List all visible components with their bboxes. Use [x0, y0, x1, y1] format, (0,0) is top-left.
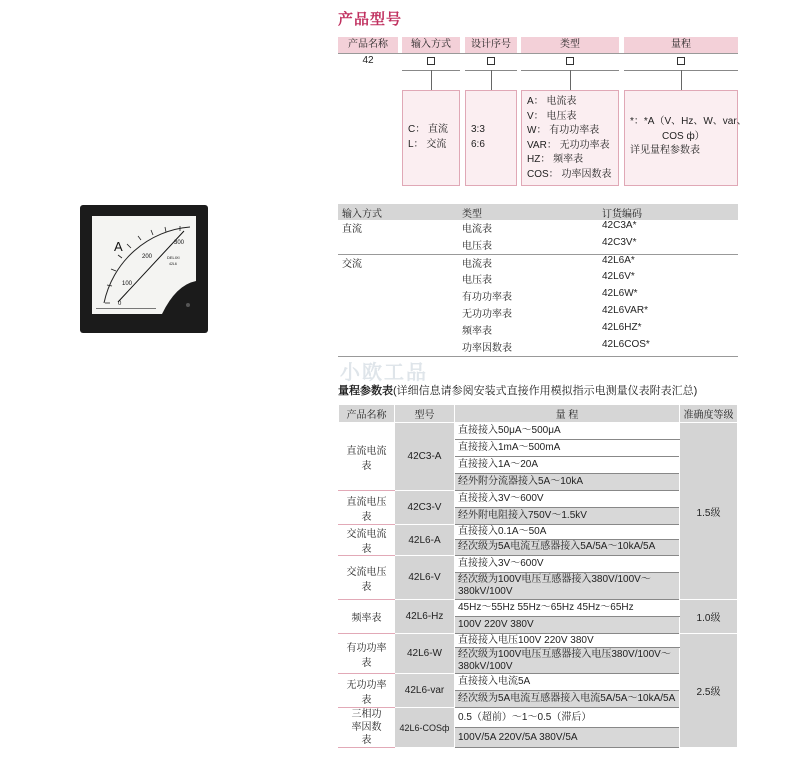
table-row: [339, 423, 738, 440]
table-row: [339, 491, 738, 508]
code-connector: [431, 70, 432, 90]
order-cell: [338, 288, 458, 305]
code-head-design: 设计序号: [465, 37, 517, 53]
order-cell: [338, 305, 458, 322]
param-name: 无功功率表: [339, 674, 395, 708]
param-range: 经外附电阻接入750V～1.5kV: [455, 508, 680, 525]
table-row: [339, 600, 738, 617]
order-table-header: [338, 204, 738, 220]
param-name: 交流电压表: [339, 556, 395, 600]
order-cell: 42L6W*: [602, 288, 638, 299]
param-range: 经次级为100V电压互感器接入电压380V/100V～380kV/100V: [455, 648, 680, 674]
code-input-box: [402, 54, 460, 68]
table-row: [338, 220, 738, 237]
table-row: [339, 525, 738, 540]
param-accuracy: 1.0级: [680, 600, 738, 634]
meter-brand: DELIXI: [167, 255, 180, 260]
order-cell: 42L6V*: [602, 271, 635, 282]
input-desc-line: L： 交流: [408, 138, 447, 150]
meter-scale-0: 0: [118, 301, 122, 307]
params-head-accuracy: 准确度等级: [680, 405, 738, 423]
order-cell: 42C3V*: [598, 237, 738, 254]
type-desc-line: HZ： 频率表: [527, 154, 584, 165]
table-row: [338, 271, 738, 288]
params-table-header: [339, 405, 738, 423]
param-range: 100V/5A 220V/5A 380V/5A: [455, 728, 680, 748]
code-connector: [570, 70, 571, 90]
table-row: [338, 288, 738, 305]
table-row: [338, 305, 738, 322]
order-cell: [338, 339, 458, 356]
meter-base-line: [96, 308, 156, 309]
design-desc-line: 3:3: [471, 124, 485, 135]
param-range: 0.5（超前）～1～0.5（滞后）: [455, 708, 680, 728]
param-model: 42L6-V: [395, 556, 455, 600]
meter-scale-100: 100: [122, 281, 133, 287]
order-cell: 电流表: [462, 258, 492, 270]
design-desc-line: 6:6: [471, 138, 485, 150]
meter-model: 42L6: [169, 262, 177, 266]
range-desc-line: *：*A（V、Hz、W、var、: [630, 116, 747, 127]
type-desc-line: VAR： 无功功率表: [527, 139, 610, 151]
order-cell: 频率表: [462, 326, 492, 337]
param-range: 直接接入3V～600V: [455, 491, 680, 508]
table-row: [339, 556, 738, 573]
param-name: 频率表: [339, 600, 395, 634]
range-desc-line: COS ф）: [662, 130, 705, 142]
order-cell: 交流: [342, 258, 362, 270]
range-desc-line: 详见量程参数表: [630, 145, 700, 156]
param-range: 直接接入0.1A～50A: [455, 525, 680, 540]
param-accuracy: 2.5级: [680, 634, 738, 748]
param-range: 直接接入3V～600V: [455, 556, 680, 573]
table-row: [339, 674, 738, 691]
param-name: 交流电流表: [339, 525, 395, 556]
order-cell: [338, 237, 458, 254]
params-head-name: 产品名称: [339, 405, 395, 423]
order-cell: [338, 271, 458, 288]
param-model: 42L6-var: [395, 674, 455, 708]
order-head-code: 订货编码: [598, 204, 738, 220]
order-cell: 42C3A*: [602, 220, 637, 231]
param-range: 直接接入电流5A: [455, 674, 680, 691]
table-row: [338, 237, 738, 254]
meter-adjust-screw: [186, 303, 190, 307]
type-desc-line: W： 有功功率表: [527, 125, 600, 136]
param-range: 45Hz～55Hz 55Hz～65Hz 45Hz～65Hz: [455, 600, 680, 617]
param-range: 经次级为100V电压互感器接入380V/100V～380kV/100V: [455, 573, 680, 600]
table-row: [339, 708, 738, 728]
params-title-text: 量程参数表: [338, 385, 393, 397]
code-range-box: [624, 54, 738, 68]
code-head-range: 量程: [624, 37, 738, 53]
order-head-input: 输入方式: [338, 204, 458, 220]
order-cell: 42L6VAR*: [602, 305, 648, 316]
order-cell: 电流表: [462, 224, 492, 235]
order-cell: 42L6COS*: [598, 339, 738, 356]
param-range: 经次级为5A电流互感器接入电流5A/5A～10kA/5A: [455, 691, 680, 708]
order-cell: 42L6A*: [602, 254, 635, 266]
param-range: 直接接入1A～20A: [455, 457, 680, 474]
table-row: [338, 339, 738, 356]
order-cell: 功率因数表: [458, 339, 598, 356]
code-head-type: 类型: [521, 37, 619, 53]
param-name: 直流电流表: [339, 423, 395, 491]
param-name: 直流电压表: [339, 491, 395, 525]
param-range: 经次级为5A电流互感器接入5A/5A～10kA/5A: [455, 539, 680, 555]
params-note: (详细信息请参阅安装式直接作用模拟指示电测量仪表附表汇总): [393, 385, 698, 397]
type-desc-line: COS： 功率因数表: [527, 168, 612, 180]
page-title: 产品型号: [338, 11, 403, 28]
table-row: [338, 322, 738, 339]
watermark: 小欧工品: [340, 362, 428, 384]
param-model: 42C3-V: [395, 491, 455, 525]
param-model: 42L6-Hz: [395, 600, 455, 634]
order-cell: 电压表: [458, 237, 598, 254]
code-type-box: [521, 54, 619, 68]
code-connector: [681, 70, 682, 90]
code-head-product: 产品名称: [338, 37, 398, 53]
order-table: [338, 204, 738, 357]
order-cell: [338, 322, 458, 339]
param-range: 直接接入50μA～500μA: [455, 423, 680, 440]
range-desc-box: [624, 90, 747, 186]
param-range: 经外附分流器接入5A～10kA: [455, 474, 680, 491]
params-head-range: 量 程: [455, 405, 680, 423]
param-name: 有功功率表: [339, 634, 395, 674]
params-title: [338, 382, 697, 398]
type-desc-line: V： 电压表: [527, 110, 577, 122]
meter-scale-200: 200: [142, 254, 153, 260]
order-cell: 直流: [342, 224, 362, 235]
param-range: 100V 220V 380V: [455, 617, 680, 634]
input-desc-box: [402, 90, 460, 186]
param-accuracy: 1.5级: [680, 423, 738, 600]
type-desc-box: [521, 90, 619, 186]
param-model: 42L6-W: [395, 634, 455, 674]
order-cell: 无功功率表: [462, 309, 512, 320]
order-cell: 电压表: [462, 275, 492, 286]
param-model: 42C3-A: [395, 423, 455, 491]
code-design-box: [465, 54, 517, 68]
params-head-model: 型号: [395, 405, 455, 423]
panel-meter-image: [80, 205, 208, 333]
code-head-input: 输入方式: [402, 37, 460, 53]
param-range: 直接接入电压100V 220V 380V: [455, 634, 680, 648]
input-desc-line: C： 直流: [408, 124, 448, 135]
code-product-value: 42: [362, 55, 374, 66]
meter-unit: A: [114, 239, 123, 254]
params-table: [338, 404, 738, 748]
meter-scale-300: 300: [174, 240, 185, 246]
param-model: 42L6-A: [395, 525, 455, 556]
param-name: 三相功率因数表: [339, 708, 395, 748]
type-desc-line: A： 电流表: [527, 96, 577, 107]
design-desc-box: [465, 90, 517, 186]
code-connector: [491, 70, 492, 90]
table-row: [338, 254, 738, 271]
param-range: 直接接入1mA～500mA: [455, 440, 680, 457]
order-head-type: 类型: [458, 204, 598, 220]
table-row: [339, 634, 738, 648]
order-cell: 有功功率表: [462, 292, 512, 303]
param-model: 42L6-COSф: [395, 708, 455, 748]
order-cell: 42L6HZ*: [602, 322, 642, 333]
